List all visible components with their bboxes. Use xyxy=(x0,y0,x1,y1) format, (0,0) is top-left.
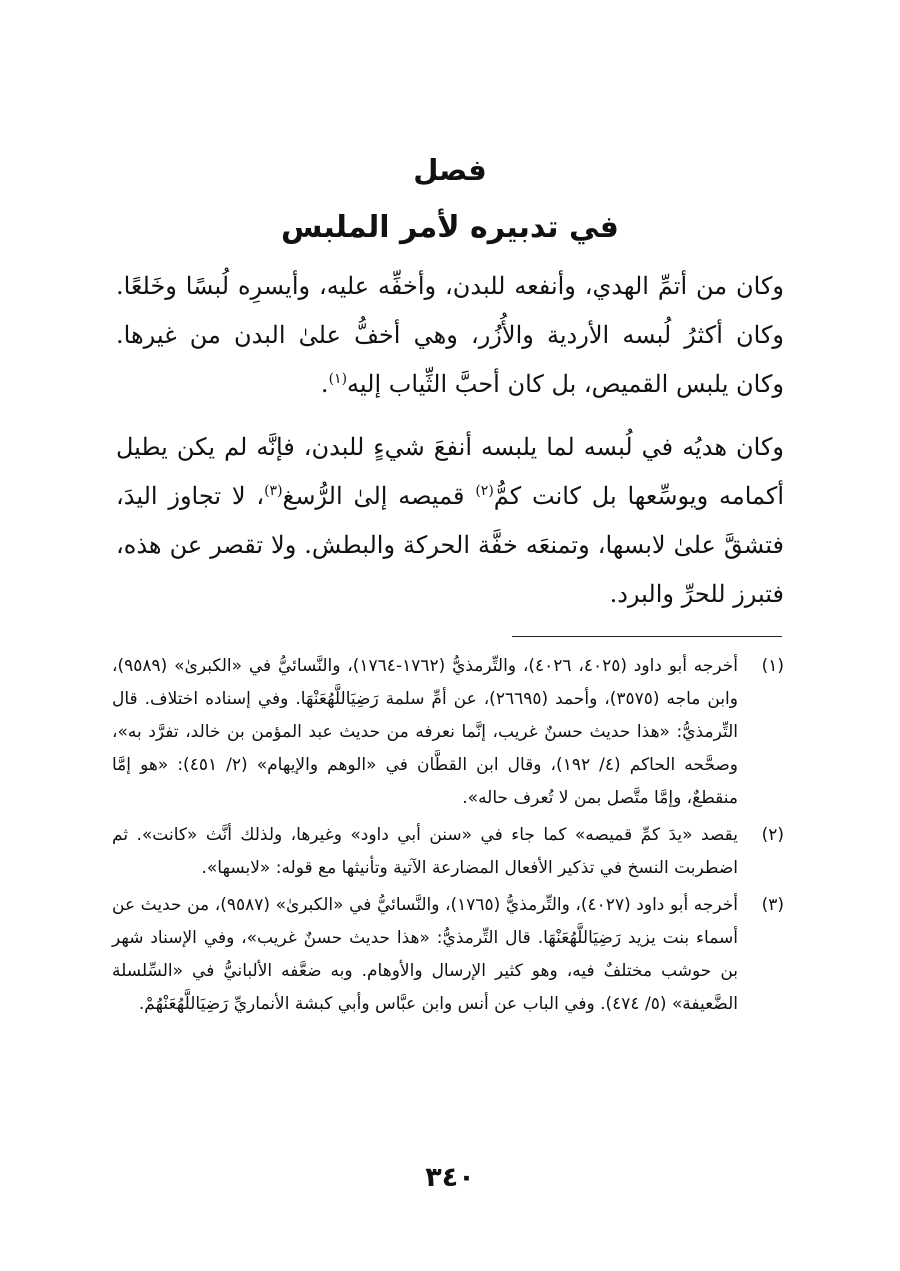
footnote-text: أخرجه أبو داود (٤٠٢٧)، والتِّرمذيُّ (١٧٦٥)، والنَّسائيُّ في «الكبرىٰ» (٩٥٨٧)، من حديث عن أسماء بنت يزيد رَضِيَاللَّهُعَنْهَا. قال التِّرمذيُّ: «هذا حديث حسنٌ غريب»، وفي الإسناد شهر بن حوشب مختلفٌ فيه، وهو كثير الإرسال والأوهام. وبه ضعَّفه الألبانيُّ في «السِّلسلة الضَّعيفة» (٥/ ٤٧٤). وفي الباب عن أنس وابن عبَّاس وأبي كبشة الأنماريِّ رَضِيَاللَّهُعَنْهُمْ. xyxy=(112,895,738,1014)
footnote-ref-1: (١) xyxy=(328,371,348,387)
footnote-text: أخرجه أبو داود (٤٠٢٥، ٤٠٢٦)، والتِّرمذيُّ (١٧٦٢-١٧٦٤)، والنَّسائيُّ في «الكبرىٰ» (٩٥٨٩)، وابن ماجه (٣٥٧٥)، وأحمد (٢٦٦٩٥)، عن أمِّ سلمة رَضِيَاللَّهُعَنْهَا. وفي إسناده اختلاف. قال التِّرمذيُّ: «هذا حديث حسنٌ غريب، إنَّما نعرفه من حديث عبد المؤمن بن خالد، تفرَّد به»، وصحَّحه الحاكم (٤/ ١٩٢)، وقال ابن القطَّان في «الوهم والإيهام» (٢/ ٤٥١): «هو إمَّا منقطعٌ، وإمَّا متَّصل بمن لا تُعرف حاله». xyxy=(112,656,739,808)
paragraph-2-part-b: قميصه إلىٰ الرُّسغ xyxy=(282,482,476,510)
footnote-ref-3: (٣) xyxy=(264,483,283,499)
footnote-ref-2: (٢) xyxy=(475,483,494,499)
footnote-text: يقصد «يدَ كمِّ قميصه» كما جاء في «سنن أبي داود» وغيرها، ولذلك أنَّث «كانت». ثم اضطربت النسخ في تذكير الأفعال المضارعة الآتية وتأنيثها مع قوله: «لابسها». xyxy=(112,825,738,878)
footnote-separator xyxy=(512,636,782,637)
footnotes xyxy=(112,650,784,1025)
section-heading xyxy=(118,148,782,254)
paragraph-1-end: . xyxy=(320,370,329,398)
footnote-number: (٣) xyxy=(761,895,784,915)
paragraph-1-text: وكان من أتمِّ الهدي، وأنفعه للبدن، وأخفِّه عليه، وأيسرِه لُبسًا وخَلعًا. وكان أكثرُ لُبسه الأردية والأُزُر، وهي أخفُّ علىٰ البدن من غيرها. وكان يلبس القميص، بل كان أحبَّ الثِّياب إليه xyxy=(116,272,784,398)
section-title: في تدبيره لأمر الملبس xyxy=(281,210,619,245)
paragraph-1 xyxy=(116,262,784,409)
page-number: ٣٤٠ xyxy=(425,1162,475,1193)
footnote-number: (٢) xyxy=(761,825,784,845)
footnote-2 xyxy=(112,819,784,885)
main-text xyxy=(116,262,784,633)
paragraph-2-part-c: ، لا تجاوز اليدَ، فتشقَّ علىٰ لابسها، وتمنعَه خفَّة الحركة والبطش. ولا تقصر عن هذه، فتبرز للحرِّ والبرد. xyxy=(116,482,784,608)
footnote-3 xyxy=(112,889,784,1021)
footnote-1 xyxy=(112,650,784,815)
paragraph-2 xyxy=(116,423,784,619)
paragraph-2-part-a: وكان هديُه في لُبسه لما يلبسه أنفعَ شيءٍ للبدن، فإنَّه لم يكن يطيل أكمامه ويوسِّعها بل كانت كمُّ xyxy=(116,433,784,510)
chapter-label: فصل xyxy=(413,153,487,187)
footnote-number: (١) xyxy=(761,656,784,676)
